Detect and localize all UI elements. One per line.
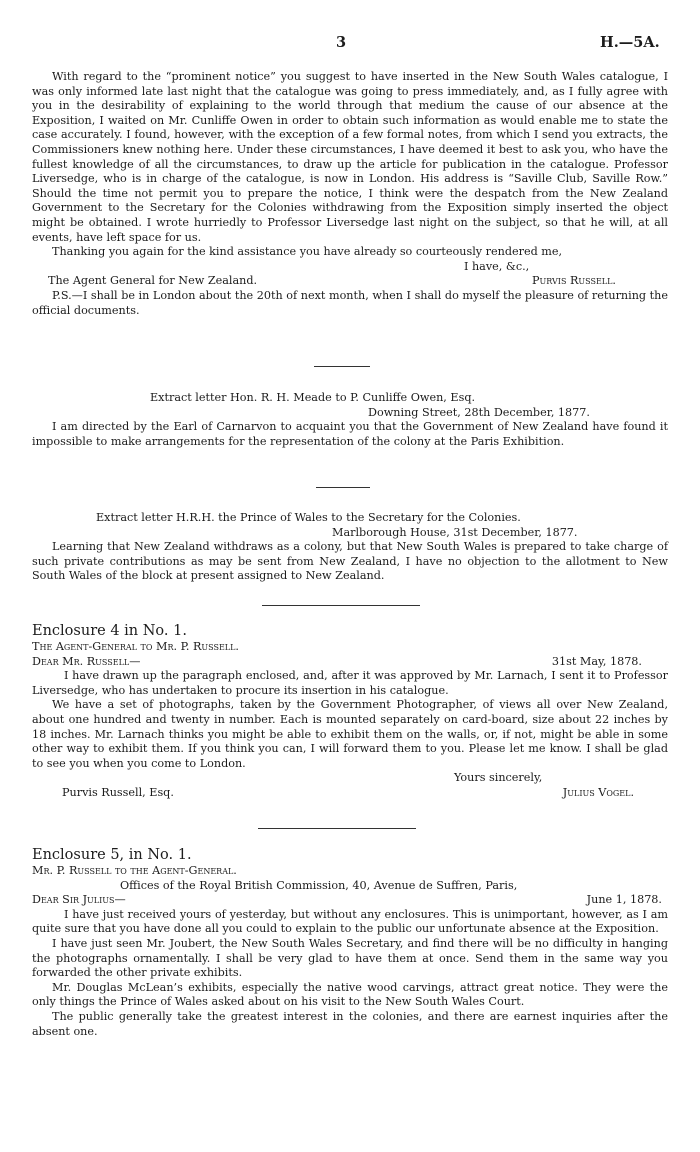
extract-dateline: Marlborough House, 31st December, 1877. xyxy=(332,525,578,539)
extract-title: Extract letter Hon. R. H. Meade to P. Cunliffe Owen, Esq. xyxy=(150,391,476,404)
letter-paragraph: With regard to the “prominent notice” you suggest to have inserted in the New South Wales catalogue, I was only informed late last night that the catalogue was going to press immediately, and, as I fully agree with you in the desirability of explaining to the world through that medium the cause of our absence at the Exposition, I waited on Mr. Cunliffe Owen in order to obtain such information as would enable me to state the case accurately. I found, however, with the exception of a few formal notes, from which I send you extracts, the Commissioners knew nothing here. Under these circumstances, I have deemed it best to ask you, who have the fullest knowledge of all the circumstances, to draw up the article for publication in the catalogue. Professor Liversedge, who is in charge of the catalogue, is now in London. His address is “Saville Club, Saville Row.” Should the time not permit you to prepare the notice, I think were the despatch from the New Zealand Government to the Secretary for the Colonies withdrawing from the Exposition simply inserted the object might be obtained. I wrote hurriedly to Professor Liversedge last night on the subject, so that he will, at all events, have left space for us. xyxy=(32,70,668,244)
extract-prince-of-wales xyxy=(32,511,668,584)
letter-russell xyxy=(32,70,668,318)
letter-paragraph: I have just received yours of yesterday, but without any enclosures. This is unimportant, however, as I am quite sure that you have done all you could to explain to the public our unfortunate absence at the Exposition. xyxy=(32,907,668,936)
enclosure-subtitle: Mr. P. Russell to the Agent-General. xyxy=(32,864,237,877)
section-divider xyxy=(258,828,416,829)
extract-meade xyxy=(32,391,668,449)
postscript: P.S.—I shall be in London about the 20th of next month, when I shall do myself the pleasure of returning the official documents. xyxy=(32,288,668,317)
extract-title: Extract letter H.R.H. the Prince of Wales to the Secretary for the Colonies. xyxy=(96,511,521,524)
enclosure-5 xyxy=(32,846,668,1039)
section-divider xyxy=(316,487,370,488)
letter-closing: Yours sincerely, xyxy=(454,771,543,785)
letter-paragraph: The public generally take the greatest interest in the colonies, and there are earnest inquiries after the absent one. xyxy=(32,1009,668,1038)
letter-paragraph: We have a set of photographs, taken by the Government Photographer, of views all over New Zealand, about one hundred and twenty in number. Each is mounted separately on card-board, size about 22 inches by 18 inches. Mr. Larnach thinks you might be able to exhibit them on the walls, or, if not, might be able in some other way to exhibit them. If you think you can, I will forward them to you. Please let me know. I shall be glad to see you when you come to London. xyxy=(32,698,668,770)
salutation: Dear Mr. Russell— xyxy=(32,654,141,668)
salutation: Dear Sir Julius— xyxy=(32,893,126,907)
extract-body: I am directed by the Earl of Carnarvon to acquaint you that the Government of New Zealand have found it impossible to make arrangements for the representation of the colony at the Paris Exhibition. xyxy=(32,420,668,448)
enclosure-title: Enclosure 5, in No. 1. xyxy=(32,847,192,863)
extract-body: Learning that New Zealand withdraws as a colony, but that New South Wales is prepared to take charge of such private contributions as may be sent from New Zealand, I have no objection to the allotment to New South Wales of the block at present assigned to New Zealand. xyxy=(32,540,668,583)
letter-date: 31st May, 1878. xyxy=(551,654,642,668)
letter-closing: I have, &c., xyxy=(464,259,530,273)
sender-address: Offices of the Royal British Commission, 40, Avenue de Suffren, Paris, xyxy=(120,878,518,892)
letter-date: June 1, 1878. xyxy=(586,893,662,907)
enclosure-4 xyxy=(32,622,668,801)
letter-addressee: Purvis Russell, Esq. xyxy=(62,785,174,799)
enclosure-title: Enclosure 4 in No. 1. xyxy=(32,623,187,639)
letter-signature: Purvis Russell. xyxy=(532,274,616,288)
letter-paragraph: Thanking you again for the kind assistance you have already so courteously rendered me, xyxy=(52,245,563,259)
section-divider xyxy=(314,366,370,367)
page-number: 3 xyxy=(336,34,347,51)
letter-paragraph: I have drawn up the paragraph enclosed, and, after it was approved by Mr. Larnach, I sent it to Professor Liversedge, who has undertaken to procure its insertion in his catalogue. xyxy=(32,669,668,697)
section-divider xyxy=(262,605,420,606)
enclosure-subtitle: The Agent-General to Mr. P. Russell. xyxy=(32,640,239,653)
letter-addressee: The Agent General for New Zealand. xyxy=(48,274,258,288)
letter-paragraph: I have just seen Mr. Joubert, the New South Wales Secretary, and find there will be no difficulty in hanging the photographs ornamentally. I shall be very glad to have them at once. Send them in the same way you forwarded the other private exhibits. xyxy=(32,936,668,980)
series-reference: H.—5A. xyxy=(600,34,660,51)
extract-dateline: Downing Street, 28th December, 1877. xyxy=(368,405,590,419)
letter-paragraph: Mr. Douglas McLean’s exhibits, especially the native wood carvings, attract great notice. They were the only things the Prince of Wales asked about on his visit to the New South Wales Court. xyxy=(32,980,668,1009)
letter-signature: Julius Vogel. xyxy=(562,785,634,799)
